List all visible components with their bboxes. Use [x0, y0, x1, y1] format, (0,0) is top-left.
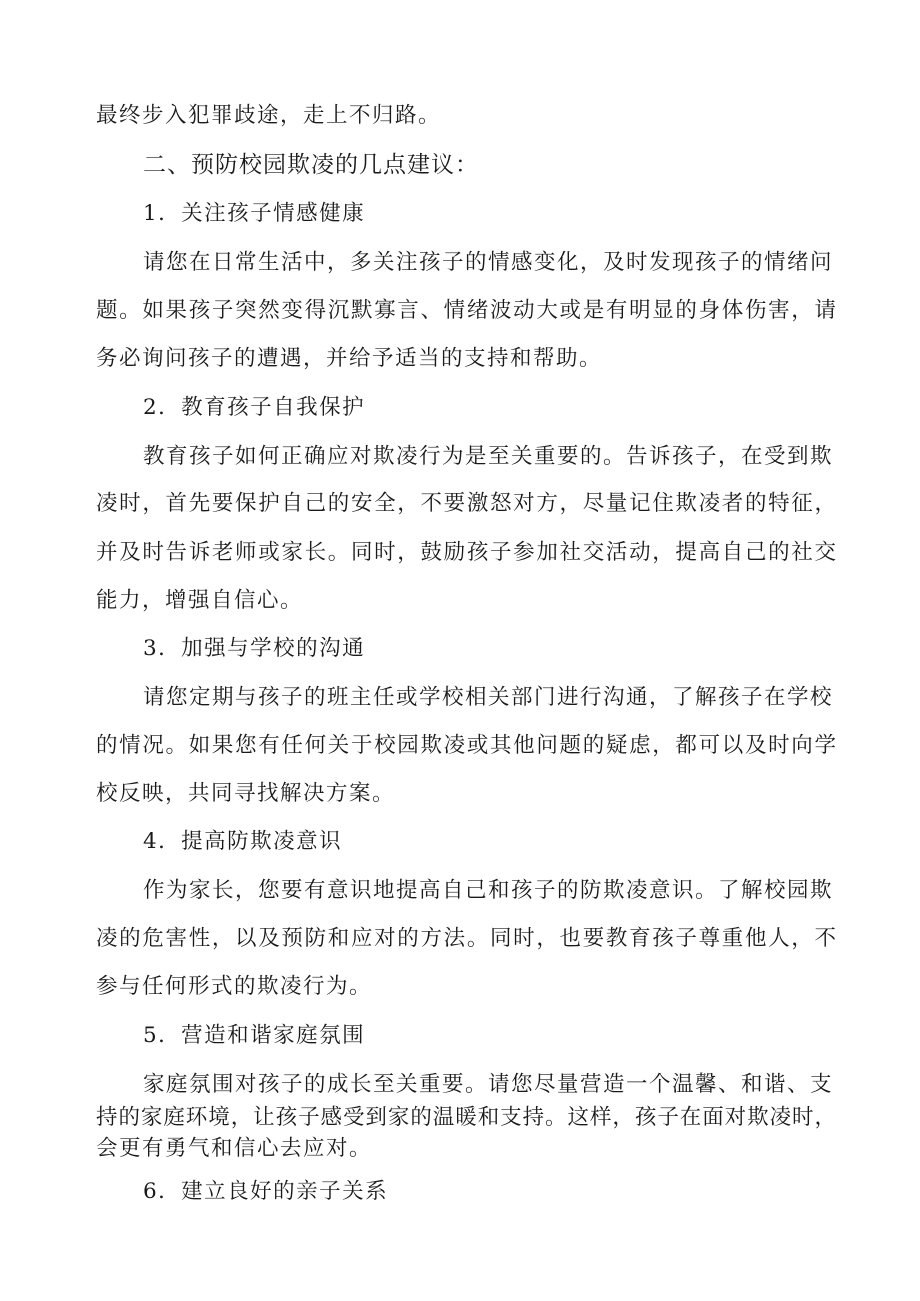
paragraph-line: 题。如果孩子突然变得沉默寡言、情绪波动大或是有明显的身体伤害，请 — [96, 298, 836, 323]
paragraph-line: 凌的危害性，以及预防和应对的方法。同时，也要教育孩子尊重他人，不 — [96, 926, 836, 951]
paragraph-line: 请您在日常生活中，多关注孩子的情感变化，及时发现孩子的情绪问 — [143, 250, 834, 275]
paragraph-line: 持的家庭环境，让孩子感受到家的温暖和支持。这样，孩子在面对欺凌时， — [96, 1105, 836, 1130]
section-title: 二、预防校园欺凌的几点建议： — [143, 152, 479, 178]
paragraph-line: 参与任何形式的欺凌行为。 — [96, 974, 373, 999]
paragraph-line: 作为家长，您要有意识地提高自己和孩子的防欺凌意识。了解校园欺 — [143, 878, 834, 903]
item-heading: 2．教育孩子自我保护 — [143, 395, 366, 420]
item-heading: 5．营造和谐家庭氛围 — [143, 1023, 366, 1048]
paragraph-line: 校反映，共同寻找解决方案。 — [96, 781, 396, 806]
item-heading: 1．关注孩子情感健康 — [143, 201, 366, 226]
paragraph-line: 的情况。如果您有任何关于校园欺凌或其他问题的疑虑，都可以及时向学 — [96, 733, 836, 758]
paragraph-line: 家庭氛围对孩子的成长至关重要。请您尽量营造一个温馨、和谐、支 — [143, 1072, 834, 1097]
paragraph-line: 并及时告诉老师或家长。同时，鼓励孩子参加社交活动，提高自己的社交 — [96, 540, 836, 565]
paragraph-line: 能力，增强自信心。 — [96, 588, 304, 613]
item-heading: 4．提高防欺凌意识 — [143, 829, 343, 854]
paragraph-line: 教育孩子如何正确应对欺凌行为是至关重要的。告诉孩子，在受到欺 — [143, 444, 834, 469]
paragraph-line: 请您定期与孩子的班主任或学校相关部门进行沟通，了解孩子在学校 — [143, 685, 834, 710]
paragraph-line: 务必询问孩子的遭遇，并给予适当的支持和帮助。 — [96, 346, 603, 371]
item-heading: 6．建立良好的亲子关系 — [143, 1179, 389, 1204]
item-heading: 3．加强与学校的沟通 — [143, 636, 366, 661]
paragraph-line: 会更有勇气和信心去应对。 — [96, 1136, 373, 1161]
paragraph-line: 凌时，首先要保护自己的安全，不要激怒对方，尽量记住欺凌者的特征， — [96, 491, 836, 516]
intro-tail-text: 最终步入犯罪歧途，走上不归路。 — [96, 103, 442, 128]
